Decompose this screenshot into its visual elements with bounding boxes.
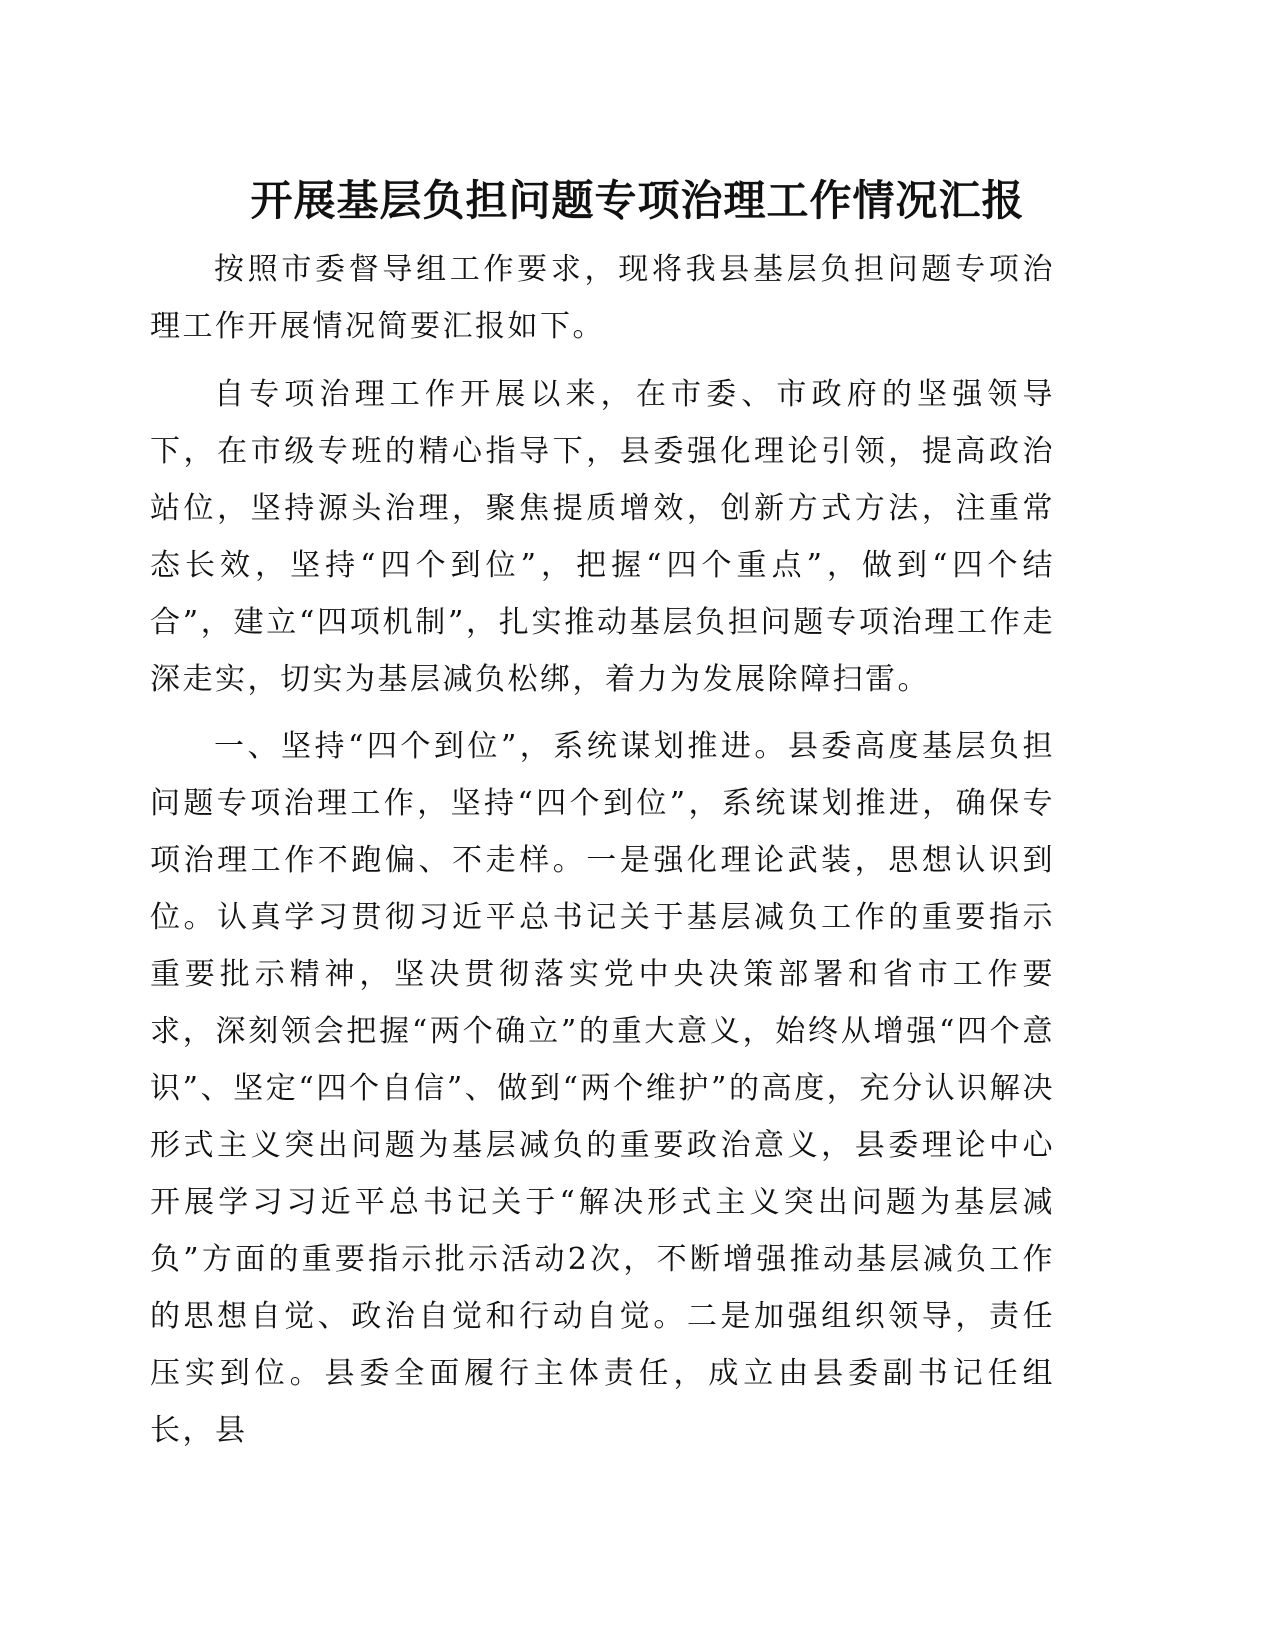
paragraph-section-one: 一、坚持“四个到位”，系统谋划推进。县委高度基层负担问题专项治理工作，坚持“四个到位”，系统谋划推进，确保专项治理工作不跑偏、不走样。一是强化理论武装，思想认识到位。认真学习贯彻习近平总书记关于基层减负工作的重要指示重要批示精神，坚决贯彻落实党中央决策部署和省市工作要求，深刻领会把握“两个确立”的重大意义，始终从增强“四个意识”、坚定“四个自信”、做到“两个维护”的高度，充分认识解决形式主义突出问题为基层减负的重要政治意义，县委理论中心开展学习习近平总书记关于“解决形式主义突出问题为基层减负”方面的重要指示批示活动2次，不断增强推动基层减负工作的思想自觉、政治自觉和行动自觉。二是加强组织领导，责任压实到位。县委全面履行主体责任，成立由县委副书记任组长，县 bbox=[150, 729, 1055, 1448]
document-title: 开展基层负担问题专项治理工作情况汇报 bbox=[250, 176, 1025, 225]
paragraph-overview: 自专项治理工作开展以来，在市委、市政府的坚强领导下，在市级专班的精心指导下，县委强化理论引领，提高政治站位，坚持源头治理，聚焦提质增效，创新方式方法，注重常态长效，坚持“四个到位”，把握“四个重点”，做到“四个结合”，建立“四项机制”，扎实推动基层负担问题专项治理工作走深走实，切实为基层减负松绑，着力为发展除障扫雷。 bbox=[150, 377, 1055, 697]
paragraph-intro: 按照市委督导组工作要求，现将我县基层负担问题专项治理工作开展情况简要汇报如下。 bbox=[150, 252, 1055, 344]
